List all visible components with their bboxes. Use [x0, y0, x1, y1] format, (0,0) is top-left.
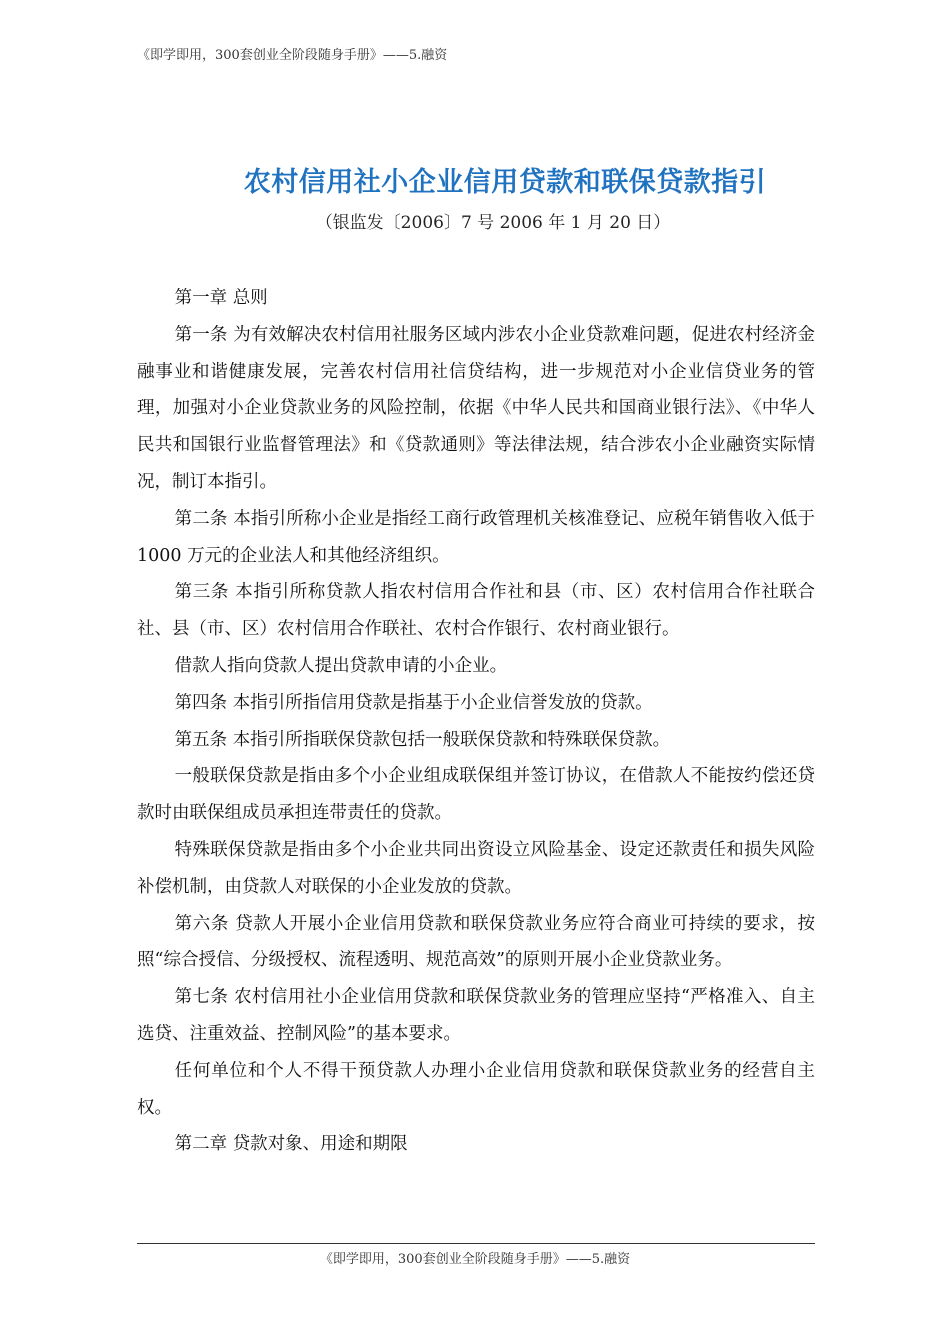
document-title: 农村信用社小企业信用贷款和联保贷款指引: [243, 167, 767, 198]
article-paragraph: 第六条 贷款人开展小企业信用贷款和联保贷款业务应符合商业可持续的要求，按照“综合授信、分级授权、流程透明、规范高效”的原则开展小企业贷款业务。: [137, 913, 815, 971]
article-paragraph: 任何单位和个人不得干预贷款人办理小企业信用贷款和联保贷款业务的经营自主权。: [137, 1060, 815, 1118]
document-body: [137, 280, 815, 1163]
footer-divider: [137, 1243, 815, 1244]
article-paragraph: 第一条 为有效解决农村信用社服务区域内涉农小企业贷款难问题，促进农村经济金融事业和谐健康发展，完善农村信用社信贷结构，进一步规范对小企业信贷业务的管理，加强对小企业贷款业务的风险控制，依据《中华人民共和国商业银行法》、《中华人民共和国银行业监督管理法》和《贷款通则》等法律法规，结合涉农小企业融资实际情况，制订本指引。: [137, 324, 815, 492]
chapter-heading: 第二章 贷款对象、用途和期限: [174, 1134, 408, 1155]
article-paragraph: 第二条 本指引所称小企业是指经工商行政管理机关核准登记、应税年销售收入低于 1000 万元的企业法人和其他经济组织。: [137, 508, 815, 566]
article-paragraph: 一般联保贷款是指由多个小企业组成联保组并签订协议，在借款人不能按约偿还贷款时由联保组成员承担连带责任的贷款。: [137, 766, 815, 824]
article-paragraph: 第七条 农村信用社小企业信用贷款和联保贷款业务的管理应坚持“严格准入、自主选贷、注重效益、控制风险”的基本要求。: [137, 987, 815, 1044]
article-paragraph: 特殊联保贷款是指由多个小企业共同出资设立风险基金、设定还款责任和损失风险补偿机制，由贷款人对联保的小企业发放的贷款。: [137, 839, 815, 897]
page-header: 《即学即用，300套创业全阶段随身手册》——5.融资: [137, 48, 448, 63]
document-subtitle: （银监发〔2006〕7 号 2006 年 1 月 20 日）: [315, 213, 671, 233]
article-paragraph: 第五条 本指引所指联保贷款包括一般联保贷款和特殊联保贷款。: [174, 729, 671, 750]
article-paragraph: 第三条 本指引所称贷款人指农村信用合作社和县（市、区）农村信用合作社联合社、县（市、区）农村信用合作联社、农村合作银行、农村商业银行。: [137, 582, 815, 640]
article-paragraph: 第四条 本指引所指信用贷款是指基于小企业信誉发放的贷款。: [174, 692, 653, 713]
chapter-heading: 第一章 总则: [174, 288, 268, 308]
article-paragraph: 借款人指向贷款人提出贷款申请的小企业。: [174, 655, 508, 676]
page-footer: 《即学即用，300套创业全阶段随身手册》——5.融资: [319, 1252, 631, 1267]
